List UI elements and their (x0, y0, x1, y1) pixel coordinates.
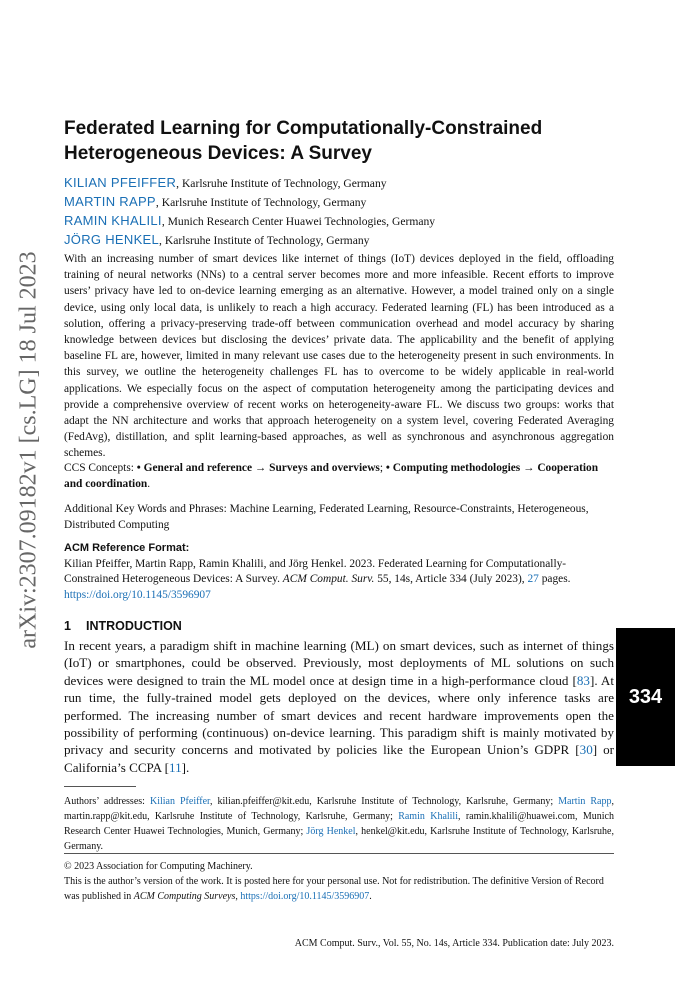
ccs-end: . (147, 478, 151, 490)
section-title: INTRODUCTION (86, 619, 182, 633)
doi-link[interactable]: https://doi.org/10.1145/3596907 (64, 588, 211, 601)
copyright-end: . (369, 891, 372, 902)
author-name[interactable]: JÖRG HENKEL (64, 232, 160, 247)
copyright-line-1: © 2023 Association for Computing Machinery. (64, 861, 253, 872)
acm-reference-text-2: 55, 14s, Article 334 (July 2023), (374, 573, 528, 585)
intro-text-2: ]. At run time, the fully-trained model gets deployed on the devices, where only inference tasks are performed. The increasing number of smart devices and recent hardware improvements open the possibility of performing (continuous) on-device learning. This paradigm shift is mainly motivated by privacy and security concerns and motivated by policies like the European Union’s GDPR [ (64, 672, 615, 758)
article-number: 334 (628, 685, 663, 708)
authors-addresses (64, 794, 614, 854)
copyright-journal: ACM Computing Surveys (133, 891, 236, 902)
pages-link[interactable]: 27 (527, 573, 539, 585)
copyright-sep: , (235, 891, 241, 902)
ccs-concept-1: • General and reference → Surveys and overviews (136, 462, 380, 474)
footnote-text-2: , kilian.pfeiffer@kit.edu, Karlsruhe Institute of Technology, Karlsruhe, Germany; (209, 796, 559, 807)
author-affiliation: , Karlsruhe Institute of Technology, Germany (159, 234, 370, 247)
section-number: 1 (64, 619, 71, 633)
arxiv-identifier-text: arXiv:2307.09182v1 [cs.LG] 18 Jul 2023 (15, 251, 42, 649)
author-link-rapp[interactable]: Martin Rapp (558, 796, 612, 807)
author-link-henkel[interactable]: Jörg Henkel (306, 826, 356, 837)
footnote-text-4: , ramin.khalili@huawei.com, Munich Research Center Huawei Technologies, Munich, Germany; (64, 811, 614, 837)
acm-reference-text: Kilian Pfeiffer, Martin Rapp, Ramin Khalili, and Jörg Henkel. 2023. Federated Learning for Computationally-Constrained Heterogeneous Devices: A Survey. (64, 557, 567, 585)
article-number-tab (616, 628, 675, 766)
acm-reference-body (64, 557, 614, 604)
ccs-concept-2: • Computing methodologies → Cooperation and coordination (64, 462, 599, 490)
paper-title (64, 116, 614, 166)
author-affiliation: , Karlsruhe Institute of Technology, Germany (155, 196, 367, 209)
title-line-2: Heterogeneous Devices: A Survey (64, 143, 372, 164)
citation-11[interactable]: 11 (169, 759, 182, 775)
copyright-doi-link[interactable]: https://doi.org/10.1145/3596907 (240, 891, 370, 902)
author-name[interactable]: RAMIN KHALILI (64, 213, 162, 228)
author-list (64, 174, 614, 250)
section-heading (64, 619, 614, 633)
intro-text-4: ]. (181, 759, 190, 775)
author-name[interactable]: KILIAN PFEIFFER (64, 175, 177, 190)
footnote-text-1: Authors’ addresses: (64, 796, 150, 807)
footnote-divider (64, 786, 136, 787)
citation-30[interactable]: 30 (579, 742, 593, 758)
citation-83[interactable]: 83 (576, 672, 590, 688)
keywords: Additional Key Words and Phrases: Machine Learning, Federated Learning, Resource-Constraints, Heterogeneous, Distributed Computing (64, 503, 589, 531)
acm-reference-format (64, 541, 614, 603)
author-row (64, 231, 614, 250)
footnote-text-3: , martin.rapp@kit.edu, Karlsruhe Institute of Technology, Karlsruhe, Germany; (64, 796, 614, 822)
arxiv-identifier (4, 200, 54, 700)
author-row (64, 174, 614, 193)
copyright-notice (64, 859, 614, 904)
intro-text-1: In recent years, a paradigm shift in machine learning (ML) on smart devices, such as internet of things (IoT) or smartphones, could be observed. Previously, most deployments of ML solutions on such devices were designed to train the ML model once at design time in a high-performance cloud [ (64, 638, 614, 688)
acm-reference-journal: ACM Comput. Surv. (282, 573, 375, 585)
author-link-pfeiffer[interactable]: Kilian Pfeiffer (149, 796, 210, 807)
introduction-paragraph (64, 637, 614, 776)
author-affiliation: , Munich Research Center Huawei Technologies, Germany (161, 215, 436, 228)
intro-text-3: ] or California’s CCPA [ (64, 742, 614, 775)
running-footer: ACM Comput. Surv., Vol. 55, No. 14s, Article 334. Publication date: July 2023. (294, 938, 614, 949)
copyright-line-2: This is the author’s version of the work. It is posted here for your personal use. Not for redistribution. The definitive Version of Record was published in (64, 876, 604, 902)
author-row (64, 193, 614, 212)
acm-reference-text-3: pages. (538, 573, 571, 585)
ccs-separator: ; (379, 462, 386, 474)
ccs-label: CCS Concepts: (64, 462, 137, 474)
copyright-divider (64, 853, 614, 854)
abstract: With an increasing number of smart devices like internet of things (IoT) devices deployed in the field, offloading training of neural networks (NNs) to a central server becomes more and more infeasible. Recent efforts to improve users’ privacy have led to on-device learning emerging as an alternative. However, a model trained only on a single device, using only local data, is unlikely to reach a high accuracy. Federated learning (FL) has been introduced as a solution, offering a privacy-preserving trade-off between communication overhead and model accuracy by sharing knowledge between devices but disclosing the devices’ private data. The applicability and the benefit of applying baseline FL are, however, limited in many relevant use cases due to the heterogeneity present in such environments. In this survey, we outline the heterogeneity challenges FL has to overcome to be widely applicable in real-world applications. We especially focus on the aspect of computation heterogeneity among the participating devices and provide a comprehensive overview of recent works on heterogeneity-aware FL. We discuss two groups: works that adapt the NN architecture and works that approach heterogeneity on a system level, covering Federated Averaging (FedAvg), distillation, and split learning-based approaches, as well as synchronous and asynchronous aggregation schemes. (64, 253, 614, 460)
title-line-1: Federated Learning for Computationally-Constrained (64, 118, 543, 139)
acm-reference-heading: ACM Reference Format: (64, 542, 190, 554)
author-link-khalili[interactable]: Ramin Khalili (398, 811, 458, 822)
footnote-text-5: , henkel@kit.edu, Karlsruhe Institute of Technology, Karlsruhe, Germany. (64, 826, 614, 852)
author-row (64, 212, 614, 231)
ccs-concepts (64, 460, 614, 492)
author-name[interactable]: MARTIN RAPP (64, 194, 156, 209)
author-affiliation: , Karlsruhe Institute of Technology, Germany (176, 177, 387, 190)
